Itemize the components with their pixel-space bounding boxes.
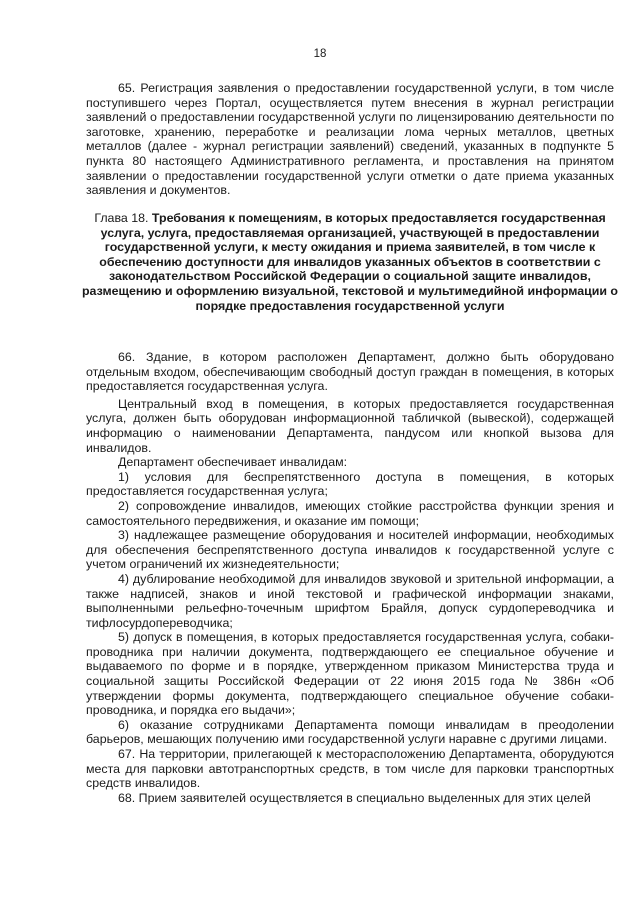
chapter-heading [80,211,620,313]
page-number: 18 [313,48,327,60]
section-66-68 [86,350,614,805]
chapter-title: Требования к помещениям, в которых предоставляется государственная услуга, услуга, предоставляемая организацией, участвующей в предоставлении государственной услуги, к месту ожидания и приема заявителей, в том числе к обеспечению доступности для инвалидов указанных объектов в соответствии с законодательством Российской Федерации о социальной защите инвалидов, размещению и оформлению визуальной, текстовой и мультимедийной информации о порядке предоставления государственной услуги [81,211,618,313]
list-item: 2) сопровождение инвалидов, имеющих стойкие расстройства функции зрения и самостоятельного передвижения, и оказание им помощи; [86,498,614,528]
list-item: 6) оказание сотрудниками Департамента помощи инвалидам в преодолении барьеров, мешающих получению ими государственной услуги наравне с другими лицами. [86,717,614,747]
paragraph: 67. На территории, прилегающей к месторасположению Департамента, оборудуются места для парковки автотранспортных средств, в том числе для парковки транспортных средств инвалидов. [86,747,614,791]
paragraph: Департамент обеспечивает инвалидам: [118,455,348,470]
paragraph: 66. Здание, в котором расположен Департамент, должно быть оборудовано отдельным входом, обеспечивающим свободный доступ граждан в помещения, в которых предоставляется государственная услуга. [86,350,614,394]
list-item: 4) дублирование необходимой для инвалидов звуковой и зрительной информации, а также надписей, знаков и иной текстовой и графической информации знаками, выполненными рельефно-точечным шрифтом Брайля, допуск сурдопереводчика и тифлосурдопереводчика; [86,571,614,630]
list-item: 1) условия для беспрепятственного доступа в помещения, в которых предоставляется государственная услуга; [86,469,614,499]
paragraph: 68. Прием заявителей осуществляется в специально выделенных для этих целей [118,790,591,805]
chapter-label: Глава 18. [94,211,149,225]
paragraph: Центральный вход в помещения, в которых предоставляется государственная услуга, должен быть оборудован информационной табличкой (вывеской), содержащей информацию о наименовании Департамента, пандусом или кнопкой вызова для инвалидов. [86,396,614,455]
section-65 [86,81,614,198]
paragraph-65: 65. Регистрация заявления о предоставлении государственной услуги, в том числе поступившего через Портал, осуществляется путем внесения в журнал регистрации заявлений о предоставлении государственной услуги по лицензированию деятельности по заготовке, хранению, переработке и реализации лома черных металлов, цветных металлов (далее - журнал регистрации заявлений) сведений, указанных в подпункте 5 пункта 80 настоящего Административного регламента, и проставления на принятом заявлении о предоставлении государственной услуги отметки о дате приема указанных заявления и документов. [86,81,614,198]
list-item: 3) надлежащее размещение оборудования и носителей информации, необходимых для обеспечения беспрепятственного доступа инвалидов к государственной услуге с учетом ограничений их жизнедеятельности; [86,528,614,572]
list-item: 5) допуск в помещения, в которых предоставляется государственная услуга, собаки-проводника при наличии документа, подтверждающего ее специальное обучение и выдаваемого по форме и в порядке, утвержденном приказом Министерства труда и социальной защиты Российской Федерации от 22 июня 2015 года № 386н «Об утверждении формы документа, подтверждающего специальное обучение собаки-проводника, и порядка его выдачи»; [86,630,614,718]
